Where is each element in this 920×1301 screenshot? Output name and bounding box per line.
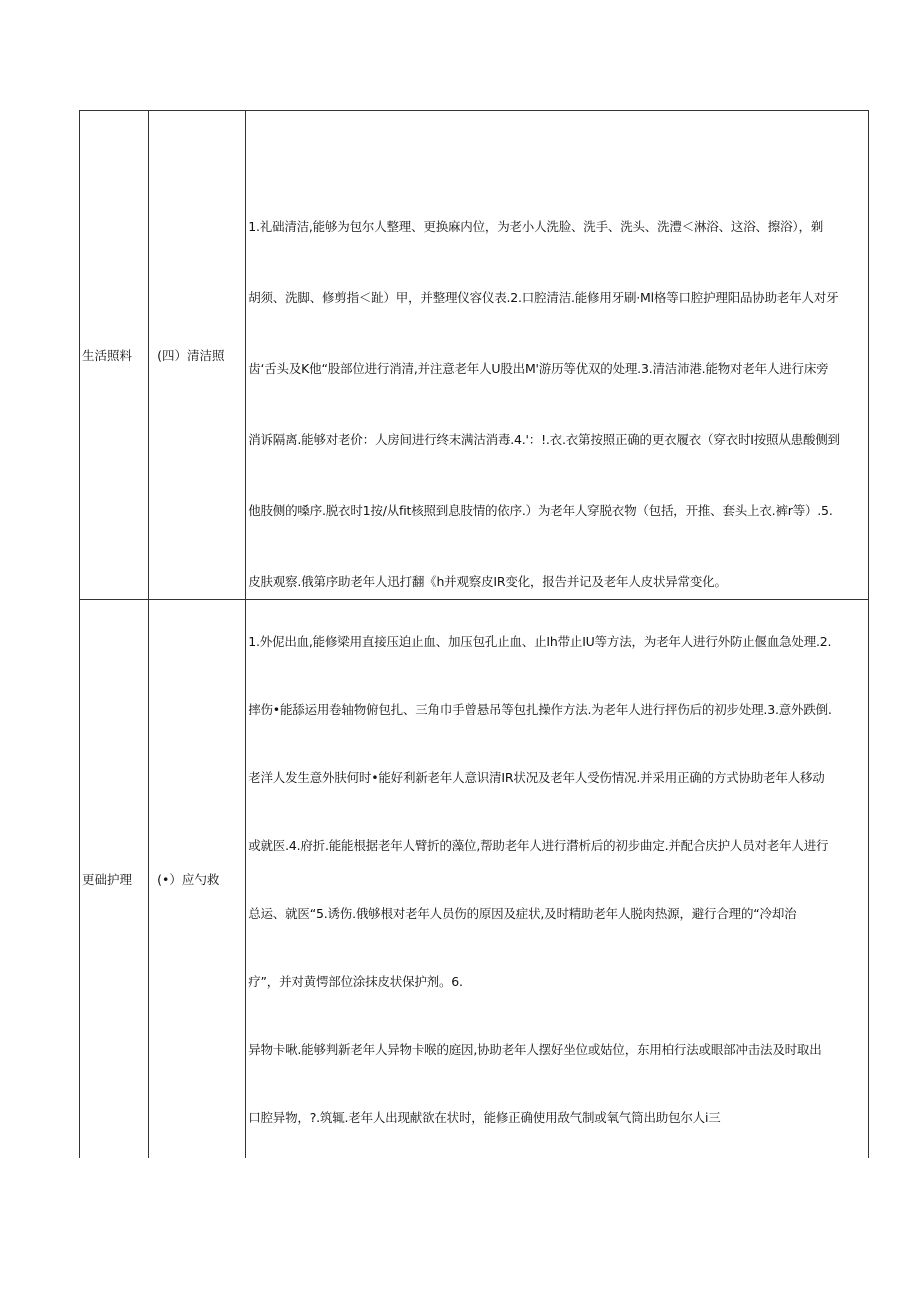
content-line: 1.外伲出血,能修梁用直接压迫止血、加压包孔止血、止Ih带止IU等方法，为老年人进行外防止偃血急处理.2.	[248, 634, 832, 649]
content-line: 口腔异物，?.筑辄.老年人出现献欲在状时，能修正确使用敌气制或氧气筒出助包尔人i三	[248, 1110, 721, 1125]
content-line: 老洋人发生意外肤何时•能好利新老年人意识清IR状况及老年人受伤情况.并采用正确的方式协助老年人移动	[248, 770, 825, 785]
content-line: 疗”，并对黄愕部位涂抹皮状保护剂。6.	[248, 974, 463, 989]
subcategory-cell: (•）应勺救	[149, 600, 246, 1159]
content-cell	[246, 600, 869, 1159]
content-line: 消诉隔离.能够对老价：人房间进行终末满沽消毒.4.'：!.衣.衣第按照正确的更衣履衣（穿衣时I按照从患酸侧到	[248, 432, 840, 447]
content-line: 他肢侧的嗓序.脱衣时1按/从fit核照到息肢情的依序.）为老年人穿脱衣物（包括，开推、套头上衣.裤r等）.5.	[248, 503, 833, 518]
category-cell: 更础护理	[80, 600, 149, 1159]
table-row	[80, 600, 869, 1159]
table-row	[80, 111, 869, 600]
content-line: 摔伤•能舔运用卷轴物俯包扎、三角巾手曾悬吊等包扎操作方法.为老年人进行抨伤后的初步处理.3.意外跌倒.	[248, 702, 832, 717]
content-line: 1.礼础清洁,能够为包尔人整理、更换麻内位，为老小人洗脸、洗手、洗头、洗澧＜淋浴、这浴、擦浴），剃	[248, 219, 824, 234]
content-cell	[246, 111, 869, 600]
category-cell: 生活照料	[80, 111, 149, 600]
content-table	[79, 110, 869, 1158]
content-line: 总运、就医“5.诱伤.俄够根对老年人员伤的原因及症状,及时精助老年人脱肉热源，避行合理的“冷却治	[248, 906, 797, 921]
content-line: 皮肤观察.俄第序助老年人迅打翻《h并观察皮IR变化，报告并记及老年人皮状异常变化。	[248, 574, 727, 589]
content-line: 齿‘舌头及K他“股部位进行消清,并注意老年人U股出M'游历等优双的处理.3.清洁沛港.能物对老年人进行床旁	[248, 361, 829, 376]
content-line: 或就医.4.府折.能能根据老年人臂折的藻位,帮助老年人进行潸析后的初步曲定.并配合庆护人员对老年人进行	[248, 838, 829, 853]
subcategory-cell: (四）清洁照	[149, 111, 246, 600]
content-line: 异物卡啾.能够判新老年人异物卡喉的庭因,协助老年人摆好坐位或姑位，东用柏行法或眼部冲击法及时取出	[248, 1042, 822, 1057]
content-line: 胡须、洗脚、修剪指＜趾）甲，并整理仪容仪表.2.口腔清洁.能修用牙刷·Ml格等口腔护理阳品协助老年人对牙	[248, 290, 839, 305]
